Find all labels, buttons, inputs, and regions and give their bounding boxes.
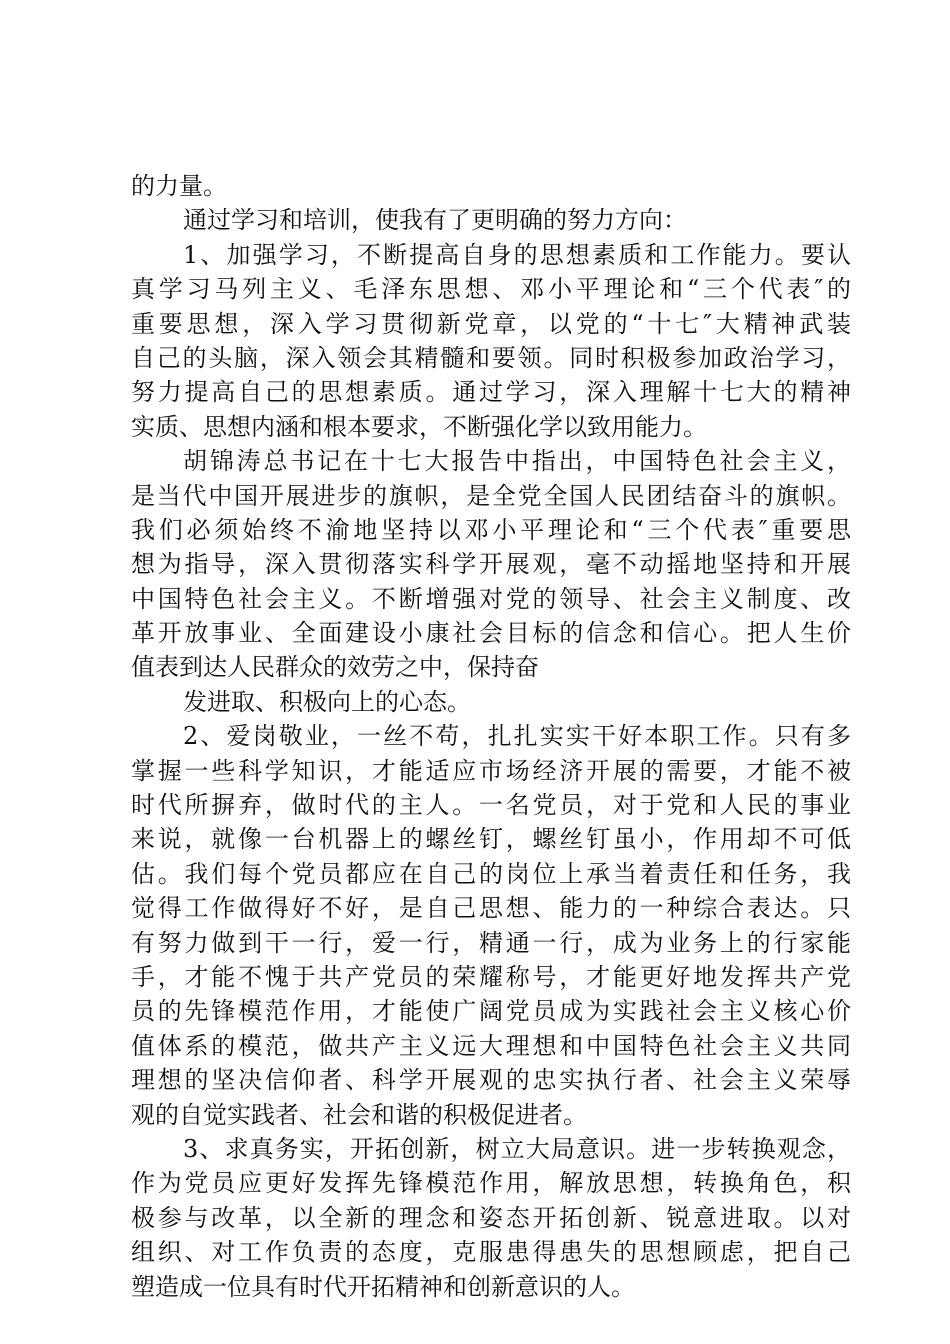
text-line: 作为党员应更好发挥先锋模范作用，解放思想，转换角色，积 — [131, 1169, 851, 1198]
text-line: 的力量。 — [131, 172, 227, 200]
text-line: 理想的坚决信仰者、科学开展观的忠实执行者、社会主义荣辱 — [131, 1066, 851, 1095]
text-line: 手，才能不愧于共产党员的荣耀称号，才能更好地发挥共产党 — [131, 962, 851, 991]
text-line: 努力提高自己的思想素质。通过学习，深入理解十七大的精神 — [131, 378, 851, 407]
text-line: 有努力做到干一行，爱一行，精通一行，成为业务上的行家能 — [131, 928, 851, 957]
text-line: 胡锦涛总书记在十七大报告中指出，中国特色社会主义， — [183, 447, 851, 476]
text-line: 塑造成一位具有时代开拓精神和创新意识的人。 — [131, 1272, 635, 1301]
text-line: 革开放事业、全面建设小康社会目标的信念和信心。把人生价 — [131, 619, 851, 648]
text-line: 重要思想，深入学习贯彻新党章，以党的“十七″大精神武装 — [131, 309, 851, 338]
text-line: 实质、思想内涵和根本要求，不断强化学以致用能力。 — [131, 412, 707, 441]
text-line: 值表到达人民群众的效劳之中，保持奋 — [131, 653, 539, 682]
document-body — [131, 169, 851, 1304]
text-line: 我们必须始终不渝地坚持以邓小平理论和“三个代表″重要思 — [131, 515, 851, 544]
text-line: 来说，就像一台机器上的螺丝钉，螺丝钉虽小，作用却不可低 — [131, 825, 851, 854]
text-line: 掌握一些科学知识，才能适应市场经济开展的需要，才能不被 — [131, 756, 851, 785]
text-line: 真学习马列主义、毛泽东思想、邓小平理论和“三个代表″的 — [131, 275, 851, 304]
text-line: 通过学习和培训，使我有了更明确的努力方向： — [183, 206, 687, 235]
text-line: 2、爱岗敬业，一丝不苟，扎扎实实干好本职工作。只有多 — [183, 722, 851, 751]
text-line: 3、求真务实，开拓创新，树立大局意识。进一步转换观念， — [183, 1134, 851, 1163]
text-line: 觉得工作做得好不好，是自己思想、能力的一种综合表达。只 — [131, 894, 851, 923]
text-line: 1、加强学习，不断提高自身的思想素质和工作能力。要认 — [183, 240, 851, 269]
text-line: 组织、对工作负责的态度，克服患得患失的思想顾虑，把自己 — [131, 1238, 851, 1267]
text-line: 值体系的模范，做共产主义远大理想和中国特色社会主义共同 — [131, 1031, 851, 1060]
text-line: 想为指导，深入贯彻落实科学开展观，毫不动摇地坚持和开展 — [131, 550, 851, 579]
text-line: 员的先锋模范作用，才能使广阔党员成为实践社会主义核心价 — [131, 997, 851, 1026]
text-line: 极参与改革，以全新的理念和姿态开拓创新、锐意进取。以对 — [131, 1203, 851, 1232]
text-line: 中国特色社会主义。不断增强对党的领导、社会主义制度、改 — [131, 584, 851, 613]
text-line: 是当代中国开展进步的旗帜，是全党全国人民团结奋斗的旗帜。 — [131, 481, 851, 510]
text-line: 发进取、积极向上的心态。 — [183, 687, 471, 716]
text-line: 自己的头脑，深入领会其精髓和要领。同时积极参加政治学习， — [131, 343, 851, 372]
text-line: 估。我们每个党员都应在自己的岗位上承当着责任和任务，我 — [131, 859, 851, 888]
text-line: 观的自觉实践者、社会和谐的积极促进者。 — [131, 1100, 587, 1129]
text-line: 时代所摒弃，做时代的主人。一名党员，对于党和人民的事业 — [131, 791, 851, 820]
